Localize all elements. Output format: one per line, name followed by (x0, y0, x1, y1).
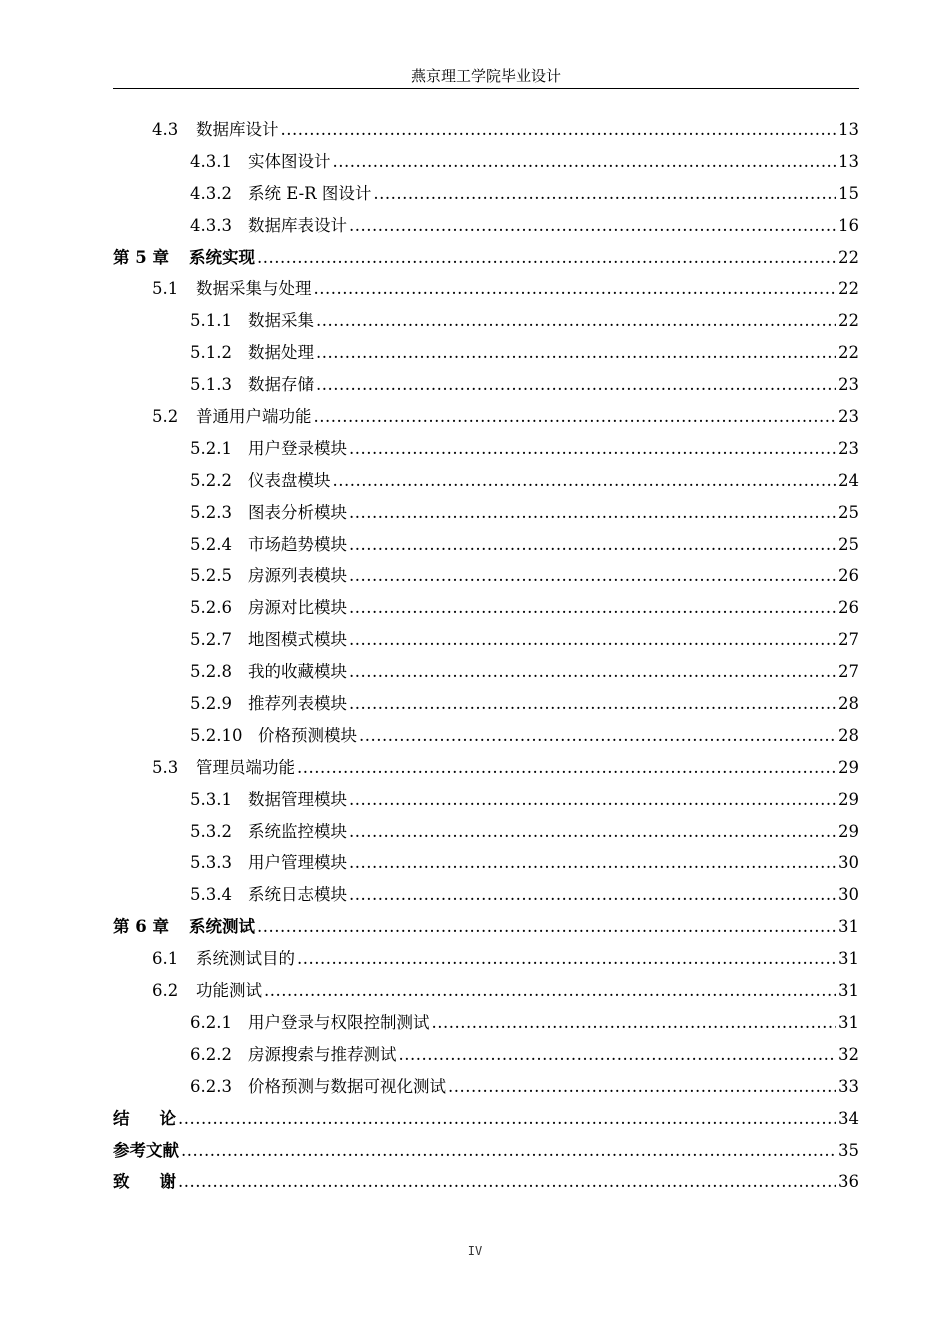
toc-entry-page: 29 (838, 757, 859, 777)
toc-entry-title: 普通用户端功能 (196, 407, 312, 427)
toc-entry-number: 5.1.2 (190, 343, 232, 363)
toc-dot-leader (349, 216, 836, 235)
toc-entry[interactable] (113, 1041, 859, 1073)
toc-entry[interactable] (113, 1009, 859, 1041)
toc-entry-number: 5.2.10 (190, 725, 243, 745)
toc-dot-leader (349, 566, 836, 585)
toc-entry-page: 31 (838, 917, 859, 937)
toc-dot-leader (316, 311, 836, 330)
toc-entry[interactable] (113, 307, 859, 339)
toc-dot-leader (399, 1045, 837, 1064)
toc-entry-page: 15 (838, 183, 859, 203)
toc-entry-title: 我的收藏模块 (248, 662, 347, 682)
toc-entry[interactable] (113, 881, 859, 913)
page-number: IV (467, 1244, 483, 1258)
toc-entry-title: 用户登录模块 (248, 438, 347, 458)
toc-entry-title: 房源列表模块 (248, 566, 347, 586)
toc-entry-page: 31 (838, 949, 859, 969)
toc-entry[interactable] (113, 275, 859, 307)
toc-entry-number: 5.1.1 (190, 311, 232, 331)
toc-entry-page: 13 (838, 120, 859, 139)
toc-entry-page: 26 (838, 598, 859, 618)
toc-dot-leader (349, 503, 836, 522)
toc-entry-number: 6.2.3 (190, 1076, 232, 1096)
toc-entry[interactable] (113, 913, 859, 945)
toc-dot-leader (349, 694, 836, 713)
toc-entry-number: 5.1 (152, 279, 179, 299)
toc-entry[interactable] (113, 339, 859, 371)
toc-entry-title: 致谢 (113, 1172, 206, 1192)
toc-entry-page: 30 (838, 853, 859, 873)
toc-entry-page: 16 (838, 215, 859, 235)
toc-entry[interactable] (113, 148, 859, 180)
toc-entry-page: 31 (838, 981, 859, 1001)
toc-entry-title: 数据库设计 (196, 120, 279, 139)
toc-entry-page: 23 (838, 407, 859, 427)
toc-entry-page: 22 (838, 343, 859, 363)
toc-dot-leader (178, 1172, 836, 1191)
toc-entry-number: 4.3.2 (190, 183, 232, 203)
toc-dot-leader (297, 758, 836, 777)
toc-entry-page: 22 (838, 279, 859, 299)
table-of-contents (113, 116, 859, 1200)
toc-entry-number: 6.2.1 (190, 1012, 232, 1032)
toc-dot-leader (349, 885, 836, 904)
toc-entry[interactable] (113, 212, 859, 244)
toc-entry-title: 系统监控模块 (248, 821, 347, 841)
toc-entry-number: 5.2.4 (190, 534, 232, 554)
toc-entry[interactable] (113, 1105, 859, 1137)
header-divider (113, 88, 859, 89)
toc-entry-title: 系统测试 (189, 917, 255, 937)
toc-dot-leader (181, 1141, 836, 1160)
toc-entry-title: 用户登录与权限控制测试 (248, 1012, 430, 1032)
toc-entry-number: 4.3.3 (190, 215, 232, 235)
toc-entry-title: 数据库表设计 (248, 215, 347, 235)
toc-entry-page: 13 (838, 151, 859, 171)
toc-entry-page: 32 (838, 1044, 859, 1064)
toc-entry-title: 价格预测模块 (258, 725, 357, 745)
toc-entry-number: 5.2.7 (190, 630, 232, 650)
toc-entry-number: 5.3.2 (190, 821, 232, 841)
toc-dot-leader (333, 152, 837, 171)
toc-entry-title: 房源搜索与推荐测试 (248, 1044, 397, 1064)
toc-entry-page: 22 (838, 311, 859, 331)
toc-entry-title: 功能测试 (196, 981, 262, 1001)
toc-entry-title: 地图模式模块 (248, 630, 347, 650)
toc-entry-page: 36 (838, 1172, 859, 1192)
toc-entry-number: 第 6 章 (113, 917, 169, 937)
toc-entry[interactable] (113, 180, 859, 212)
toc-dot-leader (314, 279, 837, 298)
toc-dot-leader (448, 1077, 836, 1096)
toc-dot-leader (257, 248, 836, 267)
toc-entry-number: 5.2.5 (190, 566, 232, 586)
toc-dot-leader (281, 120, 837, 139)
toc-entry-number: 5.2.6 (190, 598, 232, 618)
toc-entry-page: 28 (838, 694, 859, 714)
toc-entry-title: 系统 E-R 图设计 (248, 183, 372, 203)
toc-dot-leader (257, 917, 836, 936)
toc-entry-title: 数据采集与处理 (196, 279, 312, 299)
toc-entry-title: 结论 (113, 1108, 206, 1128)
toc-entry-title: 数据采集 (248, 311, 314, 331)
toc-entry-title: 房源对比模块 (248, 598, 347, 618)
toc-entry[interactable] (113, 1168, 859, 1200)
toc-entry-page: 33 (838, 1076, 859, 1096)
toc-entry-title: 管理员端功能 (196, 757, 295, 777)
toc-entry[interactable] (113, 1073, 859, 1105)
toc-entry[interactable] (113, 977, 859, 1009)
toc-entry-page: 27 (838, 662, 859, 682)
toc-dot-leader (349, 598, 836, 617)
toc-entry[interactable] (113, 658, 859, 690)
page-header-title: 燕京理工学院毕业设计 (410, 67, 561, 85)
toc-entry[interactable] (113, 818, 859, 850)
toc-entry-page: 30 (838, 885, 859, 905)
toc-dot-leader (349, 535, 836, 554)
toc-entry-page: 22 (838, 247, 859, 267)
toc-entry-title: 系统实现 (189, 247, 255, 267)
toc-entry[interactable] (113, 116, 859, 148)
toc-entry-number: 第 5 章 (113, 247, 169, 267)
toc-entry-title: 实体图设计 (248, 151, 331, 171)
toc-entry-number: 6.1 (152, 949, 179, 969)
toc-entry-number: 5.3 (152, 757, 179, 777)
toc-entry-title: 仪表盘模块 (248, 470, 331, 490)
toc-entry-number: 5.2.9 (190, 694, 232, 714)
toc-entry-number: 5.2.2 (190, 470, 232, 490)
toc-entry-number: 5.2 (152, 407, 179, 427)
toc-entry-number: 4.3.1 (190, 151, 232, 171)
toc-entry[interactable] (113, 754, 859, 786)
toc-entry[interactable] (113, 371, 859, 403)
toc-dot-leader (349, 790, 836, 809)
toc-entry[interactable] (113, 244, 859, 276)
toc-entry-title: 图表分析模块 (248, 502, 347, 522)
toc-entry[interactable] (113, 531, 859, 563)
toc-entry-page: 29 (838, 789, 859, 809)
toc-entry-number: 5.3.4 (190, 885, 232, 905)
toc-dot-leader (349, 853, 836, 872)
toc-entry-number: 5.2.8 (190, 662, 232, 682)
toc-entry-page: 31 (838, 1012, 859, 1032)
toc-entry-number: 6.2 (152, 981, 179, 1001)
toc-entry-title: 市场趋势模块 (248, 534, 347, 554)
toc-entry-number: 6.2.2 (190, 1044, 232, 1064)
toc-entry-title: 参考文献 (113, 1140, 179, 1160)
toc-entry[interactable] (113, 849, 859, 881)
toc-entry-title: 价格预测与数据可视化测试 (248, 1076, 446, 1096)
toc-entry-title: 推荐列表模块 (248, 694, 347, 714)
toc-entry[interactable] (113, 562, 859, 594)
toc-dot-leader (349, 439, 836, 458)
toc-dot-leader (297, 949, 836, 968)
toc-entry-page: 35 (838, 1140, 859, 1160)
toc-dot-leader (178, 1109, 836, 1128)
toc-entry[interactable] (113, 467, 859, 499)
toc-entry-number: 5.2.1 (190, 438, 232, 458)
toc-entry-page: 25 (838, 534, 859, 554)
toc-entry-page: 26 (838, 566, 859, 586)
toc-entry-number: 5.1.3 (190, 375, 232, 395)
toc-entry[interactable] (113, 786, 859, 818)
toc-entry-title: 系统日志模块 (248, 885, 347, 905)
toc-dot-leader (432, 1013, 837, 1032)
toc-dot-leader (316, 343, 836, 362)
toc-dot-leader (314, 407, 837, 426)
toc-dot-leader (359, 726, 836, 745)
toc-entry-page: 27 (838, 630, 859, 650)
toc-entry-page: 34 (838, 1108, 859, 1128)
toc-entry[interactable] (113, 945, 859, 977)
toc-dot-leader (333, 471, 837, 490)
toc-entry[interactable] (113, 403, 859, 435)
toc-entry-page: 28 (838, 725, 859, 745)
toc-entry-page: 24 (838, 470, 859, 490)
toc-entry-number: 5.2.3 (190, 502, 232, 522)
toc-entry[interactable] (113, 690, 859, 722)
toc-dot-leader (349, 630, 836, 649)
toc-entry-number: 5.3.3 (190, 853, 232, 873)
toc-entry-number: 5.3.1 (190, 789, 232, 809)
toc-entry-title: 数据处理 (248, 343, 314, 363)
toc-dot-leader (349, 822, 836, 841)
toc-entry-page: 23 (838, 375, 859, 395)
toc-dot-leader (264, 981, 836, 1000)
toc-entry[interactable] (113, 1137, 859, 1169)
toc-entry-title: 系统测试目的 (196, 949, 295, 969)
toc-entry-title: 用户管理模块 (248, 853, 347, 873)
toc-entry-page: 23 (838, 438, 859, 458)
toc-entry[interactable] (113, 722, 859, 754)
toc-entry-title: 数据存储 (248, 375, 314, 395)
toc-dot-leader (373, 184, 836, 203)
toc-entry[interactable] (113, 499, 859, 531)
toc-dot-leader (349, 662, 836, 681)
toc-entry[interactable] (113, 435, 859, 467)
toc-entry-title: 数据管理模块 (248, 789, 347, 809)
toc-dot-leader (316, 375, 836, 394)
toc-entry[interactable] (113, 594, 859, 626)
toc-entry-number: 4.3 (152, 120, 179, 139)
toc-entry-page: 25 (838, 502, 859, 522)
toc-entry-page: 29 (838, 821, 859, 841)
toc-entry[interactable] (113, 626, 859, 658)
